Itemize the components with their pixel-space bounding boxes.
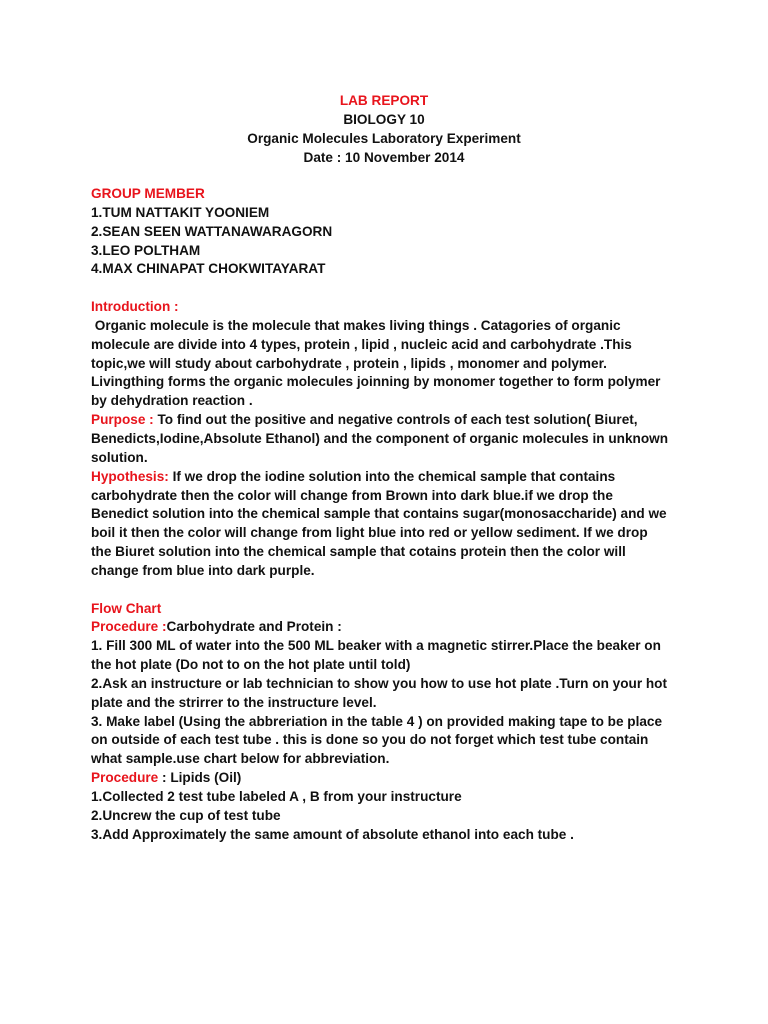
hypothesis-line — [91, 468, 691, 487]
procedure-step: what sample.use chart below for abbreviation. — [91, 751, 390, 767]
group-heading: GROUP MEMBER — [91, 186, 205, 201]
report-title: LAB REPORT — [339, 93, 429, 108]
purpose-line: solution. — [91, 449, 148, 465]
procedure-step: 3. Make label (Using the abbreriation in the table 4 ) on provided making tape to be place — [91, 713, 663, 729]
procedure-carbohydrate-line — [91, 618, 691, 637]
purpose-text: To find out the positive and negative controls of each test solution( Biuret, — [153, 412, 638, 428]
purpose-line — [91, 411, 691, 430]
experiment-title: Organic Molecules Laboratory Experiment — [247, 131, 521, 146]
procedure-label: Procedure : — [91, 619, 167, 635]
procedure-label: Procedure — [91, 770, 159, 786]
procedure-lipids-line — [91, 769, 691, 788]
hypothesis-text: If we drop the iodine solution into the chemical sample that contains — [168, 468, 616, 484]
procedure-step: 2.Ask an instructure or lab technician to show you how to use hot plate .Turn on your hot — [91, 675, 668, 691]
hypothesis-line: carbohydrate then the color will change from Brown into dark blue.if we drop the — [91, 487, 613, 503]
procedure-step: plate and the strirrer to the instructure level. — [91, 694, 377, 710]
purpose-line: Benedicts,Iodine,Absolute Ethanol) and the component of organic molecules in unknown — [91, 430, 669, 446]
hypothesis-line: change from blue into dark purple. — [91, 562, 315, 578]
procedure-step: 3.Add Approximately the same amount of absolute ethanol into each tube . — [91, 826, 574, 842]
introduction-line: Livingthing forms the organic molecules joinning by monomer together to form polymer — [91, 374, 661, 390]
procedure-step: on outside of each test tube . this is done so you do not forget which test tube contain — [91, 732, 649, 748]
introduction-heading: Introduction : — [91, 299, 179, 315]
group-member: 3.LEO POLTHAM — [91, 242, 201, 258]
purpose-label: Purpose : — [91, 412, 154, 428]
introduction-line: Organic molecule is the molecule that makes living things . Catagories of organic — [91, 317, 621, 333]
report-subject: BIOLOGY 10 — [343, 112, 425, 127]
report-date: Date : 10 November 2014 — [303, 150, 465, 165]
spacer — [91, 581, 691, 600]
hypothesis-label: Hypothesis: — [91, 468, 169, 484]
procedure-step: 1.Collected 2 test tube labeled A , B from your instructure — [91, 789, 462, 804]
procedure-title: Carbohydrate and Protein : — [166, 619, 342, 635]
group-member: 1.TUM NATTAKIT YOONIEM — [91, 204, 270, 220]
hypothesis-line: the Biuret solution into the chemical sample that cotains protein then the color will — [91, 544, 626, 560]
group-member: 2.SEAN SEEN WATTANAWARAGORN — [91, 223, 333, 239]
procedure-step: the hot plate (Do not to on the hot plate until told) — [91, 657, 411, 673]
hypothesis-line: boil it then the color will change from light blue into red or yellow sediment. If we drop — [91, 525, 648, 541]
introduction-line: topic,we will study about carbohydrate , protein , lipids , monomer and polymer. — [91, 355, 607, 371]
report-header — [0, 91, 768, 167]
spacer — [91, 279, 691, 298]
hypothesis-line: Benedict solution into the chemical sample that contains sugar(monosaccharide) and we — [91, 506, 667, 522]
report-body — [91, 185, 691, 845]
introduction-line: by dehydration reaction . — [91, 393, 253, 409]
introduction-line: molecule are divide into 4 types, protein , lipid , nucleic acid and carbohydrate .This — [91, 336, 632, 352]
procedure-step: 2.Uncrew the cup of test tube — [91, 807, 281, 823]
group-member: 4.MAX CHINAPAT CHOKWITAYARAT — [91, 261, 326, 277]
procedure-title: : Lipids (Oil) — [158, 770, 242, 786]
procedure-step: 1. Fill 300 ML of water into the 500 ML beaker with a magnetic stirrer.Place the beaker on — [91, 638, 661, 654]
flow-chart-heading: Flow Chart — [91, 600, 162, 616]
